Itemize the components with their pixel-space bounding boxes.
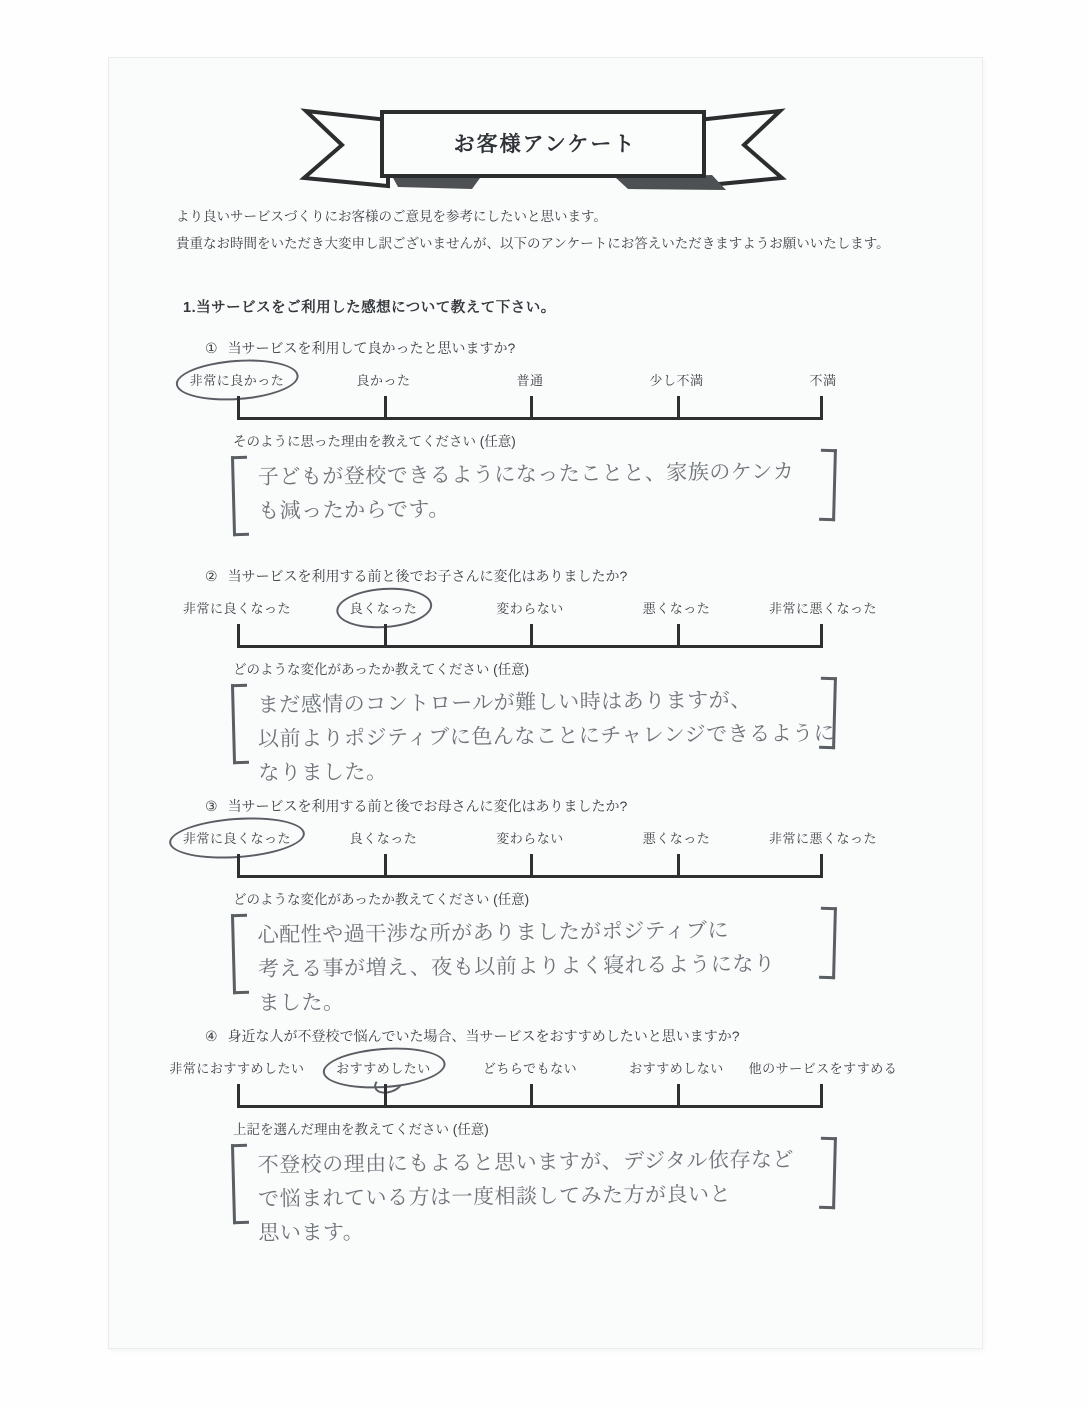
scale-tick <box>530 396 533 419</box>
scale-option[interactable] <box>350 598 418 617</box>
option-label: 不満 <box>809 373 837 388</box>
option-label: 非常におすすめしたい <box>169 1061 305 1076</box>
question-label: 当サービスを利用して良かったと思いますか? <box>227 340 516 356</box>
scale-option[interactable] <box>483 1058 577 1077</box>
answer-line: 心配性や過干渉な所がありましたがポジティブに <box>257 918 730 947</box>
scale-tick <box>820 624 823 647</box>
scale-tick <box>820 1084 823 1107</box>
scale-line <box>237 626 823 648</box>
intro-line: 貴重なお時間をいただき大変申し訳ございませんが、以下のアンケートにお答えいただきますようお願いいたします。 <box>176 236 890 251</box>
question-block-3 <box>0 792 1088 1022</box>
scale-tick <box>677 854 680 877</box>
scale-tick <box>384 854 387 877</box>
answer-line: まだ感情のコントロールが難しい時はありますが、 <box>257 688 752 717</box>
question-label: 当サービスを利用する前と後でお子さんに変化はありましたか? <box>227 568 628 584</box>
option-label: おすすめしたい <box>336 1061 431 1076</box>
answer-line: も減ったからです。 <box>258 497 450 523</box>
scale-option[interactable] <box>183 598 291 617</box>
question-block-1 <box>0 334 1088 564</box>
scale-option[interactable] <box>749 1058 898 1077</box>
option-label: 他のサービスをすすめる <box>748 1061 898 1076</box>
option-label: 非常に悪くなった <box>768 831 878 846</box>
question-text <box>205 338 515 358</box>
handwritten-answer <box>240 682 836 788</box>
section-heading: 1.当サービスをご利用した感想について教えて下さい。 <box>183 300 556 316</box>
scale-tick <box>384 396 387 419</box>
scale-tick <box>237 854 240 877</box>
option-label: 非常に良かった <box>189 373 285 388</box>
rating-scale <box>189 370 837 430</box>
question-block-2 <box>0 562 1088 792</box>
page-title: お客様アンケート <box>453 133 637 156</box>
answer-line: なりました。 <box>258 760 388 785</box>
scale-option[interactable] <box>169 1058 304 1077</box>
scale-option[interactable] <box>356 370 410 389</box>
handwritten-answer <box>240 1142 832 1248</box>
scale-line <box>237 856 823 878</box>
rating-scale <box>182 598 878 658</box>
scale-option[interactable] <box>649 370 703 389</box>
scale-tick <box>530 854 533 877</box>
scale-tick <box>237 396 240 419</box>
option-label: どちらでもない <box>482 1061 578 1076</box>
option-label: 非常に良くなった <box>182 831 292 846</box>
scale-line <box>237 1086 823 1108</box>
scale-tick <box>677 1084 680 1107</box>
option-label: 非常に悪くなった <box>768 601 878 616</box>
option-label: 非常に良くなった <box>182 601 292 616</box>
question-text <box>205 1026 740 1046</box>
answer-line: 以前よりポジティブに色んなことにチャレンジできるように <box>257 721 836 751</box>
rating-scale <box>182 828 878 888</box>
option-label: 良くなった <box>349 601 418 616</box>
answer-line: 思います。 <box>258 1220 365 1245</box>
question-number: ③ <box>205 798 218 814</box>
scale-option[interactable] <box>809 370 836 389</box>
scale-line <box>237 398 823 420</box>
scale-option[interactable] <box>350 828 418 847</box>
scale-tick <box>384 624 387 647</box>
answer-line: 考える事が増え、夜も以前よりよく寝れるようになり <box>257 952 776 981</box>
answer-prompt: どのような変化があったか教えてください (任意) <box>233 892 530 907</box>
question-number: ② <box>205 568 218 584</box>
option-label: 変わらない <box>496 601 564 616</box>
scale-option[interactable] <box>516 370 543 389</box>
answer-line: ました。 <box>258 991 345 1015</box>
option-label: 少し不満 <box>649 373 704 388</box>
scale-tick <box>820 854 823 877</box>
scale-tick <box>677 624 680 647</box>
scale-option[interactable] <box>496 828 564 847</box>
scale-option[interactable] <box>643 828 711 847</box>
answer-line: 不登校の理由にもよると思いますが、デジタル依存など <box>257 1148 795 1177</box>
question-number: ① <box>205 340 218 356</box>
question-label: 当サービスを利用する前と後でお母さんに変化はありましたか? <box>227 798 628 814</box>
scale-option[interactable] <box>336 1058 431 1077</box>
option-label: おすすめしない <box>629 1061 724 1076</box>
scale-option[interactable] <box>643 598 711 617</box>
answer-line: 子どもが登校できるようになったことと、家族のケンカ <box>257 460 795 489</box>
scale-tick <box>677 396 680 419</box>
question-label: 身近な人が不登校で悩んでいた場合、当サービスをおすすめしたいと思いますか? <box>227 1028 740 1044</box>
scale-option[interactable] <box>190 370 285 389</box>
scale-option[interactable] <box>183 828 291 847</box>
question-number: ④ <box>205 1028 218 1044</box>
answer-prompt: どのような変化があったか教えてください (任意) <box>233 662 530 677</box>
question-text <box>205 566 627 586</box>
option-label: 悪くなった <box>642 831 711 846</box>
scale-option[interactable] <box>769 598 877 617</box>
option-label: 普通 <box>516 373 544 388</box>
scale-option[interactable] <box>496 598 564 617</box>
rating-scale <box>169 1058 898 1118</box>
scale-tick <box>237 1084 240 1107</box>
option-label: 良くなった <box>349 831 418 846</box>
scale-tick <box>530 624 533 647</box>
scale-tick <box>237 624 240 647</box>
answer-prompt: そのように思った理由を教えてください (任意) <box>233 434 516 449</box>
intro-line: より良いサービスづくりにお客様のご意見を参考にしたいと思います。 <box>176 209 607 224</box>
scale-tick <box>530 1084 533 1107</box>
question-block-4 <box>0 1022 1088 1252</box>
answer-line: で悩まれている方は一度相談してみた方が良いと <box>257 1182 732 1211</box>
answer-prompt: 上記を選んだ理由を教えてください (任意) <box>233 1122 489 1137</box>
scale-option[interactable] <box>769 828 877 847</box>
handwritten-answer <box>240 912 832 1018</box>
option-label: 良かった <box>356 373 411 388</box>
handwritten-answer <box>240 454 832 526</box>
option-label: 変わらない <box>496 831 564 846</box>
question-text <box>205 796 627 816</box>
scale-option[interactable] <box>629 1058 724 1077</box>
option-label: 悪くなった <box>642 601 711 616</box>
scale-tick <box>820 396 823 419</box>
scale-tick <box>384 1084 387 1107</box>
